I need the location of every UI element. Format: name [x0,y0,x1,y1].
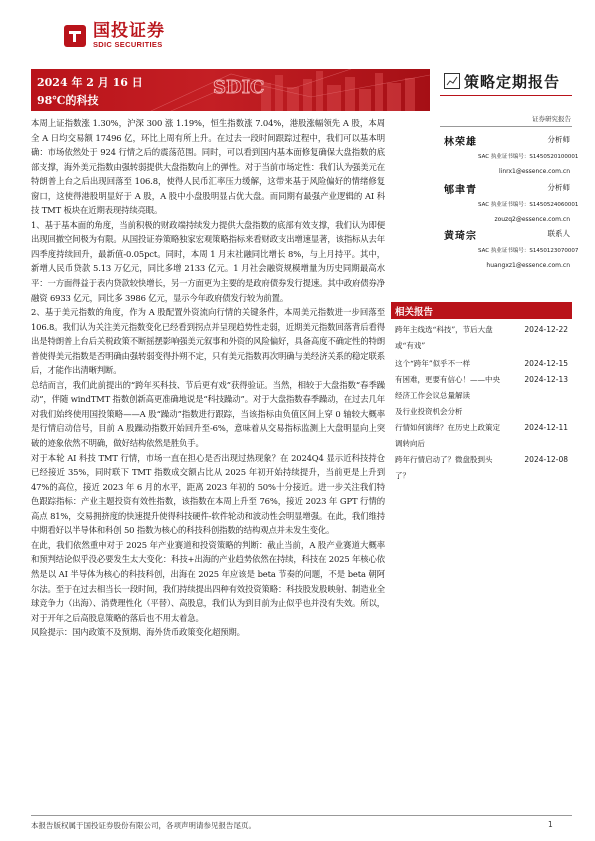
analyst-name: 郇聿青 [444,185,477,196]
analyst-email[interactable]: huangxz1@essence.com.cn [486,262,570,269]
report-type-rule [440,95,572,96]
related-report-date: 2024-12-13 [524,375,568,384]
body-paragraph: 1、基于基本面的角度，当前积极的财政端持续发力提供大盘指数的底部有效支撑，我们认为即便出现回撤空间极为有限。从国投证券策略独家宏观策略指标来看财政支出增速显著，该指标从去年四季度持续回升，最新值-0.05pct。同时，本周 1 月末社融同比增长 8%，与上月持平。其中，新增人民币贷款 5.13 万亿元，同比多增 2133 亿元。1 月社会融资规模增量为历史同期最高水平：一方面得益于表内贷款较快增长，另一方面更为主要的是政府债券发行提速。其中政府债券净融资 6933 亿元，同比多 3986 亿元，显示今年政府债发行较为前置。 [31,219,385,303]
related-report-item[interactable] [395,372,572,402]
report-type-label: 策略定期报告 [464,72,561,91]
related-report-title[interactable]: 跨年主线选“科技”，节后大盘或“有戏” [395,325,493,350]
footer-disclaimer: 本报告版权属于国投证券股份有限公司，各项声明请参见报告尾页。 [31,821,256,830]
related-reports-header [391,302,572,319]
logo-chinese: 国投证券 [93,21,165,41]
related-report-item[interactable] [395,452,572,482]
company-logo [63,22,165,49]
related-report-title[interactable]: 这个“跨年”似乎不一样 [395,359,471,368]
footer-rule [31,815,572,816]
chart-trend-icon [444,73,460,89]
related-report-title[interactable]: 行情如何演绎？在历史上政策定调转向后 [395,423,500,448]
related-report-date: 2024-12-15 [524,359,568,368]
related-report-date: 2024-12-11 [524,423,568,432]
analyst-role: 分析师 [547,183,570,192]
analyst-email[interactable]: linrx1@essence.com.cn [499,168,570,175]
department-rule [440,126,572,127]
report-body [31,116,385,640]
report-date: 2024 年 2 月 16 日 [37,76,143,89]
title-banner [31,69,430,111]
related-report-item[interactable] [395,420,572,450]
body-paragraph: 2、基于美元指数的角度，作为 A 股配置外资流向行情的关键条件，本周美元指数进一步回落至 106.8。我们认为关注美元指数变化已经看到拐点并呈现趋势性走弱，近期美元指数回落背后看得出是特朗普上台后关税政策不断摇摆影响强美元叙事和外资的风险偏好，具备高度不确定性的特朗普使得美元指数是否明确由强转弱变得扑朔不定，只有美元指数再次明确与美经济关系的稳定联系后，才能作出清晰判断。 [31,307,385,376]
body-paragraph: 在此，我们依然重申对于 2025 年产业赛道和投资策略的判断：截止当前，A 股产业赛道大概率和预判结论似乎没必要发生太大变化：科技+出海的产业趋势依然在持续，科技在 2025 年核心依然是以 AI 半导体为核心的科技科创，出海在 2025 年应该是 beta 节奏的问题，不是 beta 朝阿尔法。至于在过去相当长一段时间，我们持续提出四种有效投资策略：科技股发股映射、制造业全球竞争力（出海）、消费理性化（平替）、高股息，我们认为到目前为止似乎也并没有失效。所以，对于开年之后高股息策略的落后也不用太着急。 [31,539,385,623]
analyst-certificate: SAC 执业证书编号：S1450520100001 [478,154,579,160]
analyst-name: 黄琦宗 [444,231,477,242]
related-report-item[interactable] [395,322,572,352]
logo-english: SDIC SECURITIES [93,40,163,49]
related-report-date: 2024-12-08 [524,455,568,464]
body-paragraph: 本周上证指数涨 1.30%，沪深 300 涨 1.19%，恒生指数涨 7.04%，港股涨幅领先 A 股，本周全 A 日均交易额 17496 亿，环比上周有所上升。在过去一段时间跟踪过程中，我们可以基本明确：市场依然处于 924 行情之后的震荡范围。同时，可以看到国内基本面修复确保大盘指数的底部支撑，海外美元指数由强转弱提供大盘指数向上的弹性。对于当前市场定性：我们认为强美元在特朗普上台之后出现回落至 106.8，使得人民币汇率压力缓解，这带来基于风险偏好的情绪修复窗口，这使得港股明显好于 A 股，A 股中小盘股明显占优大盘。而同期有最强产业逻辑的 AI 科技 TMT 板块在近期表现持续亮眼。 [31,118,385,216]
analyst-role: 联系人 [547,229,570,238]
analyst-role: 分析师 [547,135,570,144]
related-report-title[interactable]: 及行业投资机会分析 [395,407,463,416]
page-number: 1 [548,820,553,829]
department-label: 证券研究报告 [532,115,571,123]
related-report-date: 2024-12-22 [524,325,568,334]
report-title: 98℃的科技 [37,94,99,107]
related-report-title[interactable]: 跨年行情启动了？微盘股到头了？ [395,455,493,480]
risk-warning: 风险提示：国内政策不及预期、海外货币政策变化超预期。 [31,627,245,638]
related-reports-title: 相关报告 [395,307,434,318]
banner-sdic-watermark [213,75,273,97]
logo-mark-icon [63,24,87,48]
body-paragraph: 总结而言，我们此前提出的“跨年买科技、节后更有戏”获得验证。当然，相较于大盘指数“春季躁动”，伴随 windTMT 指数创新高更准确地说是“科技躁动”。对于大盘指数春季躁动，在过去几年对我们始终使用国投策略——A 股“躁动”指数进行跟踪，当该指标由负值区间上穿 0 轴较大概率是行情启动信号，目前 A 股躁动指数开始回升至-6%，意味着从交易指标监测上大盘明显向上突破的迹象依然不明确，做好结构依然是胜负手。 [31,379,385,449]
report-type-header [444,70,572,92]
analyst-email[interactable]: zouzq2@essence.com.cn [494,216,570,223]
analyst-name: 林荣雄 [444,137,477,148]
related-report-title[interactable]: 有困难，更要有信心！——中央经济工作会议总量解读 [395,375,500,400]
body-paragraph: 对于本轮 AI 科技 TMT 行情，市场一直在担心是否出现过热现象？在 2024Q4 显示近科技持仓已经接近 35%，同时联下 TMT 指数成交额占比从 2025 年初开始持续提升，当前更是上升到 47%的高位，接近 2023 年 6 月的水平，距离 2023 年初的 50%十分接近。进一步关注我们特色跟踪指标：产业主题投资有效性指数，该指数在本周上升至 76%，接近 2023 年 GPT 行情的高点 81%，交易拥挤度的快速提升使得科技硬件-软件轮动和波动性会明显增强。在此，我们维持中期看好以半导体和科创 50 指数为核心的科技科创指数的结构观点并未发生变化。 [31,452,385,536]
analyst-certificate: SAC 执业证书编号：S1450524060001 [478,202,579,208]
analyst-certificate: SAC 执业证书编号：S1450123070007 [478,248,579,254]
svg-text:SDIC: SDIC [213,77,265,97]
